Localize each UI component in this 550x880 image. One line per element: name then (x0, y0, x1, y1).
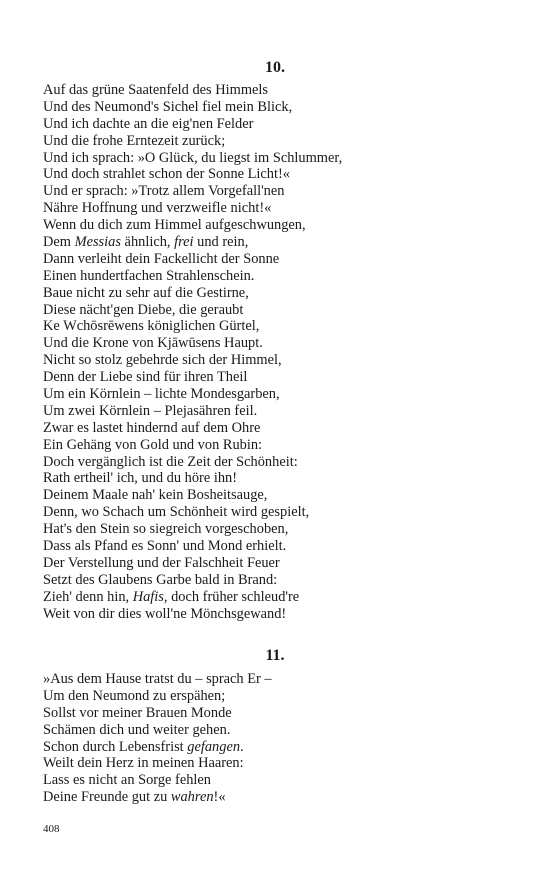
verse-text: Schon durch Lebensfrist (43, 738, 188, 755)
verse-emphasis: Hafis (132, 588, 164, 605)
verse-line (43, 200, 513, 217)
verse-text: Ke Wchōsrēwens königlichen Gürtel, (43, 318, 260, 335)
verse-text: Hat's den Stein so siegreich vorgeschoben, (43, 521, 289, 538)
verse-line (43, 705, 513, 722)
verse-text: Dass als Pfand es Sonn' und Mond erhielt. (43, 538, 287, 555)
verse-line (43, 555, 513, 572)
verse-line (43, 234, 513, 251)
verse-text: Um zwei Körnlein – Plejasähren feil. (43, 402, 258, 419)
verse-line (43, 487, 513, 504)
verse-text: Sollst vor meiner Brauen Monde (43, 704, 232, 721)
verse-line (43, 251, 513, 268)
page-number: 408 (43, 823, 60, 835)
verse-line (43, 99, 513, 116)
verse-line (43, 166, 513, 183)
verse-text: Auf das grüne Saatenfeld des Himmels (43, 82, 268, 98)
verse-line (43, 116, 513, 133)
verse-text: Diese nächt'gen Diebe, die geraubt (43, 301, 244, 318)
verse-text: Rath ertheil' ich, und du höre ihn! (43, 470, 238, 487)
verse-line (43, 470, 513, 487)
verse-text: Um den Neumond zu erspähen; (43, 687, 226, 704)
verse-text: Und des Neumond's Sichel fiel mein Blick, (43, 98, 293, 115)
verse-line (43, 369, 513, 386)
verse-text: Setzt des Glaubens Garbe bald in Brand: (43, 571, 278, 588)
verse-line (43, 268, 513, 285)
verse-text: Deinem Maale nah' kein Bosheitsauge, (43, 487, 268, 504)
verse-text: Und er sprach: »Trotz allem Vorgefall'nen (43, 183, 285, 200)
verse-text: Und doch strahlet schon der Sonne Licht!« (43, 166, 290, 183)
verse-text: Deine Freunde gut zu (43, 789, 171, 806)
verse-text: Nicht so stolz gebehrde sich der Himmel, (43, 352, 282, 369)
verse-line (43, 739, 513, 756)
verse-text: Einen hundertfachen Strahlenschein. (43, 267, 255, 284)
verse-text: , doch früher schleud're (163, 588, 300, 605)
verse-text: Zieh' denn hin, (43, 588, 133, 605)
verse-line (43, 302, 513, 319)
verse-text: Baue nicht zu sehr auf die Gestirne, (43, 284, 249, 301)
verse-line (43, 183, 513, 200)
verse-text: Dann verleiht dein Fackellicht der Sonne (43, 250, 280, 267)
verse-line (43, 671, 513, 688)
verse-text: Weit von dir dies woll'ne Mönchsgewand! (43, 605, 287, 622)
verse-text: »Aus dem Hause tratst du – sprach Er – (43, 671, 272, 687)
poem-body (43, 671, 513, 806)
verse-line (43, 403, 513, 420)
verse-text: Ein Gehäng von Gold und von Rubin: (43, 436, 263, 453)
verse-text: . (240, 738, 244, 755)
poem-number: 11. (265, 647, 285, 664)
verse-text: Zwar es lastet hindernd auf dem Ohre (43, 419, 261, 436)
verse-line (43, 386, 513, 403)
verse-line (43, 352, 513, 369)
verse-text: Und ich dachte an die eig'nen Felder (43, 115, 254, 132)
verse-text: ähnlich, (120, 234, 175, 251)
verse-line (43, 420, 513, 437)
verse-text: Weilt dein Herz in meinen Haaren: (43, 755, 244, 772)
verse-line (43, 589, 513, 606)
verse-line (43, 789, 513, 806)
verse-text: Der Verstellung und der Falschheit Feuer (43, 554, 280, 571)
verse-line (43, 722, 513, 739)
verse-emphasis: Messias (74, 234, 121, 251)
verse-line (43, 335, 513, 352)
verse-line (43, 454, 513, 471)
verse-text: Doch vergänglich ist die Zeit der Schönheit: (43, 453, 298, 470)
verse-text: Lass es nicht an Sorge fehlen (43, 772, 211, 789)
verse-text: Dem (43, 234, 75, 251)
verse-line (43, 688, 513, 705)
verse-line (43, 772, 513, 789)
verse-text: und rein, (193, 234, 249, 251)
verse-text: Wenn du dich zum Himmel aufgeschwungen, (43, 217, 306, 234)
verse-text: Und die frohe Erntezeit zurück; (43, 132, 226, 149)
verse-text: Und ich sprach: »O Glück, du liegst im Schlummer, (43, 149, 343, 166)
verse-text: Denn, wo Schach um Schönheit wird gespielt, (43, 504, 310, 521)
verse-text: !« (213, 789, 226, 806)
verse-emphasis: gefangen (187, 738, 241, 755)
verse-line (43, 521, 513, 538)
verse-text: Schämen dich und weiter gehen. (43, 721, 231, 738)
poem-body (43, 82, 513, 623)
verse-line (43, 133, 513, 150)
verse-line (43, 755, 513, 772)
verse-text: Und die Krone von Kjāwūsens Haupt. (43, 335, 263, 352)
verse-line (43, 538, 513, 555)
verse-text: Um ein Körnlein – lichte Mondesgarben, (43, 386, 280, 403)
verse-text: Nähre Hoffnung und verzweifle nicht!« (43, 200, 272, 217)
verse-text: Denn der Liebe sind für ihren Theil (43, 369, 248, 386)
verse-line (43, 150, 513, 167)
verse-line (43, 437, 513, 454)
verse-line (43, 217, 513, 234)
poem-number: 10. (265, 59, 285, 76)
verse-line (43, 318, 513, 335)
verse-line (43, 285, 513, 302)
verse-line (43, 572, 513, 589)
verse-line (43, 504, 513, 521)
verse-emphasis: frei (174, 234, 194, 251)
verse-emphasis: wahren (170, 789, 214, 806)
verse-line (43, 606, 513, 623)
verse-line (43, 82, 513, 99)
